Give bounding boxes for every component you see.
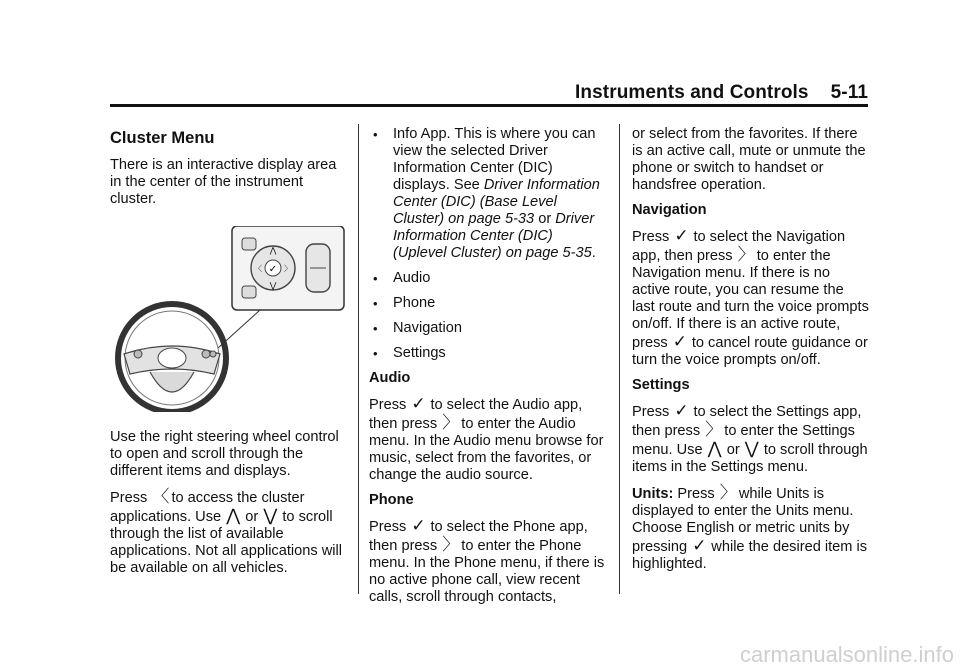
chevron-right-icon: 〉 [442,413,460,432]
header-title: Instruments and Controls [575,82,809,103]
app-list [369,126,609,362]
bullet-icon: • [373,271,378,286]
intro-paragraph: There is an interactive display area in the center of the instrument cluster. [110,157,337,207]
audio-paragraph: Press ✓ to select the Audio app, then press 〉 to enter the Audio menu. In the Audio menu browse for music, select from the favorites, or change the audio source. [369,394,604,483]
svg-text:〈: 〈 [254,264,262,273]
running-header [110,82,868,104]
chevron-right-icon: 〉 [442,535,460,554]
chevron-left-icon: 〈 [152,487,170,506]
units-label: Units: [632,486,674,502]
column-divider [358,124,359,594]
list-item: • Phone [373,295,436,311]
chevron-right-icon: 〉 [705,420,723,439]
subheading-audio: Audio [369,370,411,386]
page-number: 5-11 [830,82,868,103]
check-icon: ✓ [411,516,426,535]
phone-paragraph: Press ✓ to select the Phone app, then press 〉 to enter the Phone menu. In the Phone menu, if there is no active phone call, view recent calls, scroll through contacts, [369,516,605,605]
list-item: • Settings [373,345,446,361]
list-item: • Info App. This is where you can view the selected Driver Information Center (DIC) displays. See Driver Information Center (DIC) (Base Level Cluster) on page 5-33 or Driver Information Center (DIC) (Uplevel Cluster) on page 5-35. [373,126,600,261]
svg-text:⋁: ⋁ [269,281,277,290]
usage-paragraph: Use the right steering wheel control to open and scroll through the different items and displays. [110,429,339,479]
subheading-navigation: Navigation [632,202,707,218]
list-item: • Audio [373,270,431,286]
column-divider [619,124,620,594]
svg-text:⋀: ⋀ [269,246,277,255]
svg-text:✓: ✓ [268,264,278,275]
phone-continued-paragraph: or select from the favorites. If there is an active call, mute or unmute the phone or switch to handset or handsfree operation. [632,126,866,193]
units-paragraph: Units: Press 〉 while Units is displayed to enter the Units menu. Choose English or metric units by pressing ✓ while the desired item is highlighted. [632,483,868,572]
chevron-right-icon: 〉 [719,483,737,502]
list-item: • Navigation [373,320,462,336]
watermark: carmanualsonline.info [739,642,954,667]
press-instruction: Press 〈 to access the cluster applications. Use ⋀ or ⋁ to scroll through the list of available applications. Not all applications will be available on all vehicles. [110,487,342,576]
navigation-paragraph: Press ✓ to select the Navigation app, then press 〉 to enter the Navigation menu. If there is no active route, you can resume the last route and turn the voice prompts on/off. If there is an active route, press ✓ to cancel route guidance or turn the voice prompts on/off. [632,226,869,368]
svg-text:〉: 〉 [284,264,292,273]
column-3 [632,126,870,581]
column-2 [369,126,609,614]
settings-paragraph: Press ✓ to select the Settings app, then press 〉 to enter the Settings menu. Use ⋀ or ⋁ to scroll through items in the Settings menu. [632,401,868,475]
bullet-icon: • [373,321,378,336]
steering-wheel-control-illustration [110,226,348,412]
check-icon: ✓ [692,536,707,555]
chevron-right-icon: 〉 [737,245,755,264]
chevron-up-icon: ⋀ [707,439,722,458]
subheading-phone: Phone [369,492,414,508]
check-icon: ✓ [674,226,689,245]
check-icon: ✓ [411,394,426,413]
header-rule [110,104,868,107]
section-title: Cluster Menu [110,129,215,147]
check-icon: ✓ [674,401,689,420]
bullet-icon: • [373,127,378,142]
subheading-settings: Settings [632,377,690,393]
bullet-icon: • [373,296,378,311]
bullet-icon: • [373,346,378,361]
chevron-up-icon: ⋀ [226,506,241,525]
chevron-down-icon: ⋁ [263,506,278,525]
column-1 [110,126,348,585]
chevron-down-icon: ⋁ [744,439,759,458]
check-icon: ✓ [672,332,687,351]
